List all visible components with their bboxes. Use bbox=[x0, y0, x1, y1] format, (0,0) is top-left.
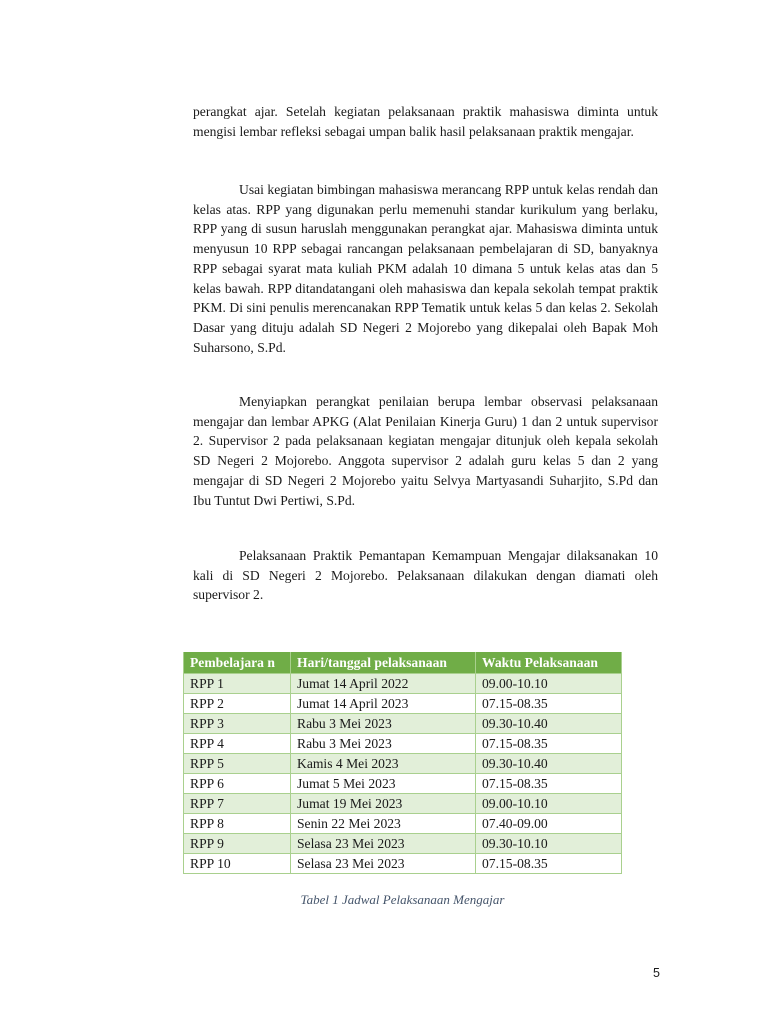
table-row bbox=[184, 774, 622, 794]
cell-time: 07.15-08.35 bbox=[476, 854, 622, 874]
table-row bbox=[184, 854, 622, 874]
cell-rpp: RPP 8 bbox=[184, 814, 291, 834]
cell-time: 09.00-10.10 bbox=[476, 794, 622, 814]
header-cell-date: Hari/tanggal pelaksanaan bbox=[291, 652, 476, 674]
table-row bbox=[184, 714, 622, 734]
cell-date: Jumat 14 April 2023 bbox=[291, 694, 476, 714]
cell-time: 07.15-08.35 bbox=[476, 694, 622, 714]
paragraph-2 bbox=[193, 180, 658, 357]
cell-rpp: RPP 1 bbox=[184, 674, 291, 694]
cell-date: Jumat 19 Mei 2023 bbox=[291, 794, 476, 814]
cell-rpp: RPP 4 bbox=[184, 734, 291, 754]
paragraph-text: perangkat ajar. Setelah kegiatan pelaksanaan praktik mahasiswa diminta untuk mengisi lembar refleksi sebagai umpan balik hasil pelaksanaan praktik mengajar. bbox=[193, 104, 658, 139]
page-number: 5 bbox=[653, 966, 660, 980]
paragraph-4 bbox=[193, 546, 658, 605]
table-row bbox=[184, 814, 622, 834]
header-cell-time: Waktu Pelaksanaan bbox=[476, 652, 622, 674]
schedule-table bbox=[183, 652, 622, 874]
cell-rpp: RPP 6 bbox=[184, 774, 291, 794]
table-row bbox=[184, 734, 622, 754]
header-cell-pembelajaran: Pembelajara n bbox=[184, 652, 291, 674]
cell-rpp: RPP 5 bbox=[184, 754, 291, 774]
cell-time: 09.00-10.10 bbox=[476, 674, 622, 694]
table-row bbox=[184, 754, 622, 774]
table-row bbox=[184, 834, 622, 854]
cell-time: 09.30-10.10 bbox=[476, 834, 622, 854]
cell-time: 07.15-08.35 bbox=[476, 734, 622, 754]
cell-rpp: RPP 7 bbox=[184, 794, 291, 814]
cell-rpp: RPP 10 bbox=[184, 854, 291, 874]
cell-date: Rabu 3 Mei 2023 bbox=[291, 714, 476, 734]
cell-time: 09.30-10.40 bbox=[476, 754, 622, 774]
paragraph-1 bbox=[193, 102, 658, 141]
table-caption: Tabel 1 Jadwal Pelaksanaan Mengajar bbox=[300, 892, 505, 907]
cell-date: Selasa 23 Mei 2023 bbox=[291, 834, 476, 854]
cell-time: 07.40-09.00 bbox=[476, 814, 622, 834]
paragraph-text: Menyiapkan perangkat penilaian berupa lembar observasi pelaksanaan mengajar dan lembar APKG (Alat Penilaian Kinerja Guru) 1 dan 2 untuk supervisor 2. Supervisor 2 pada pelaksanaan kegiatan mengajar ditunjuk oleh kepala sekolah SD Negeri 2 Mojorebo. Anggota supervisor 2 adalah guru kelas 5 dan 2 yang mengajar di SD Negeri 2 Mojorebo yaitu Selvya Martyasandi Suharjito, S.Pd dan Ibu Tuntut Dwi Pertiwi, S.Pd. bbox=[193, 394, 658, 508]
cell-date: Jumat 5 Mei 2023 bbox=[291, 774, 476, 794]
cell-rpp: RPP 9 bbox=[184, 834, 291, 854]
cell-date: Jumat 14 April 2022 bbox=[291, 674, 476, 694]
table-row bbox=[184, 794, 622, 814]
cell-time: 09.30-10.40 bbox=[476, 714, 622, 734]
table-header-row bbox=[184, 652, 622, 674]
table-row bbox=[184, 694, 622, 714]
table-row bbox=[184, 674, 622, 694]
cell-date: Senin 22 Mei 2023 bbox=[291, 814, 476, 834]
paragraph-text: Pelaksanaan Praktik Pemantapan Kemampuan Mengajar dilaksanakan 10 kali di SD Negeri 2 Mojorebo. Pelaksanaan dilakukan dengan diamati oleh supervisor 2. bbox=[193, 548, 658, 603]
paragraph-3 bbox=[193, 392, 658, 510]
cell-date: Rabu 3 Mei 2023 bbox=[291, 734, 476, 754]
cell-time: 07.15-08.35 bbox=[476, 774, 622, 794]
paragraph-text: Usai kegiatan bimbingan mahasiswa merancang RPP untuk kelas rendah dan kelas atas. RPP yang digunakan perlu memenuhi standar kurikulum yang berlaku, RPP yang di susun haruslah menggunakan perangkat ajar. Mahasiswa diminta untuk menyusun 10 RPP sebagai rancangan pelaksanaan pembelajaran di SD, banyaknya RPP sebagai syarat mata kuliah PKM adalah 10 dimana 5 untuk kelas atas dan 5 kelas bawah. RPP ditandatangani oleh mahasiswa dan kepala sekolah tempat praktik PKM. Di sini penulis merencanakan RPP Tematik untuk kelas 5 dan kelas 2. Sekolah Dasar yang dituju adalah SD Negeri 2 Mojorebo yang dikepalai oleh Bapak Moh Suharsono, S.Pd. bbox=[193, 182, 658, 355]
cell-date: Selasa 23 Mei 2023 bbox=[291, 854, 476, 874]
cell-date: Kamis 4 Mei 2023 bbox=[291, 754, 476, 774]
cell-rpp: RPP 2 bbox=[184, 694, 291, 714]
cell-rpp: RPP 3 bbox=[184, 714, 291, 734]
